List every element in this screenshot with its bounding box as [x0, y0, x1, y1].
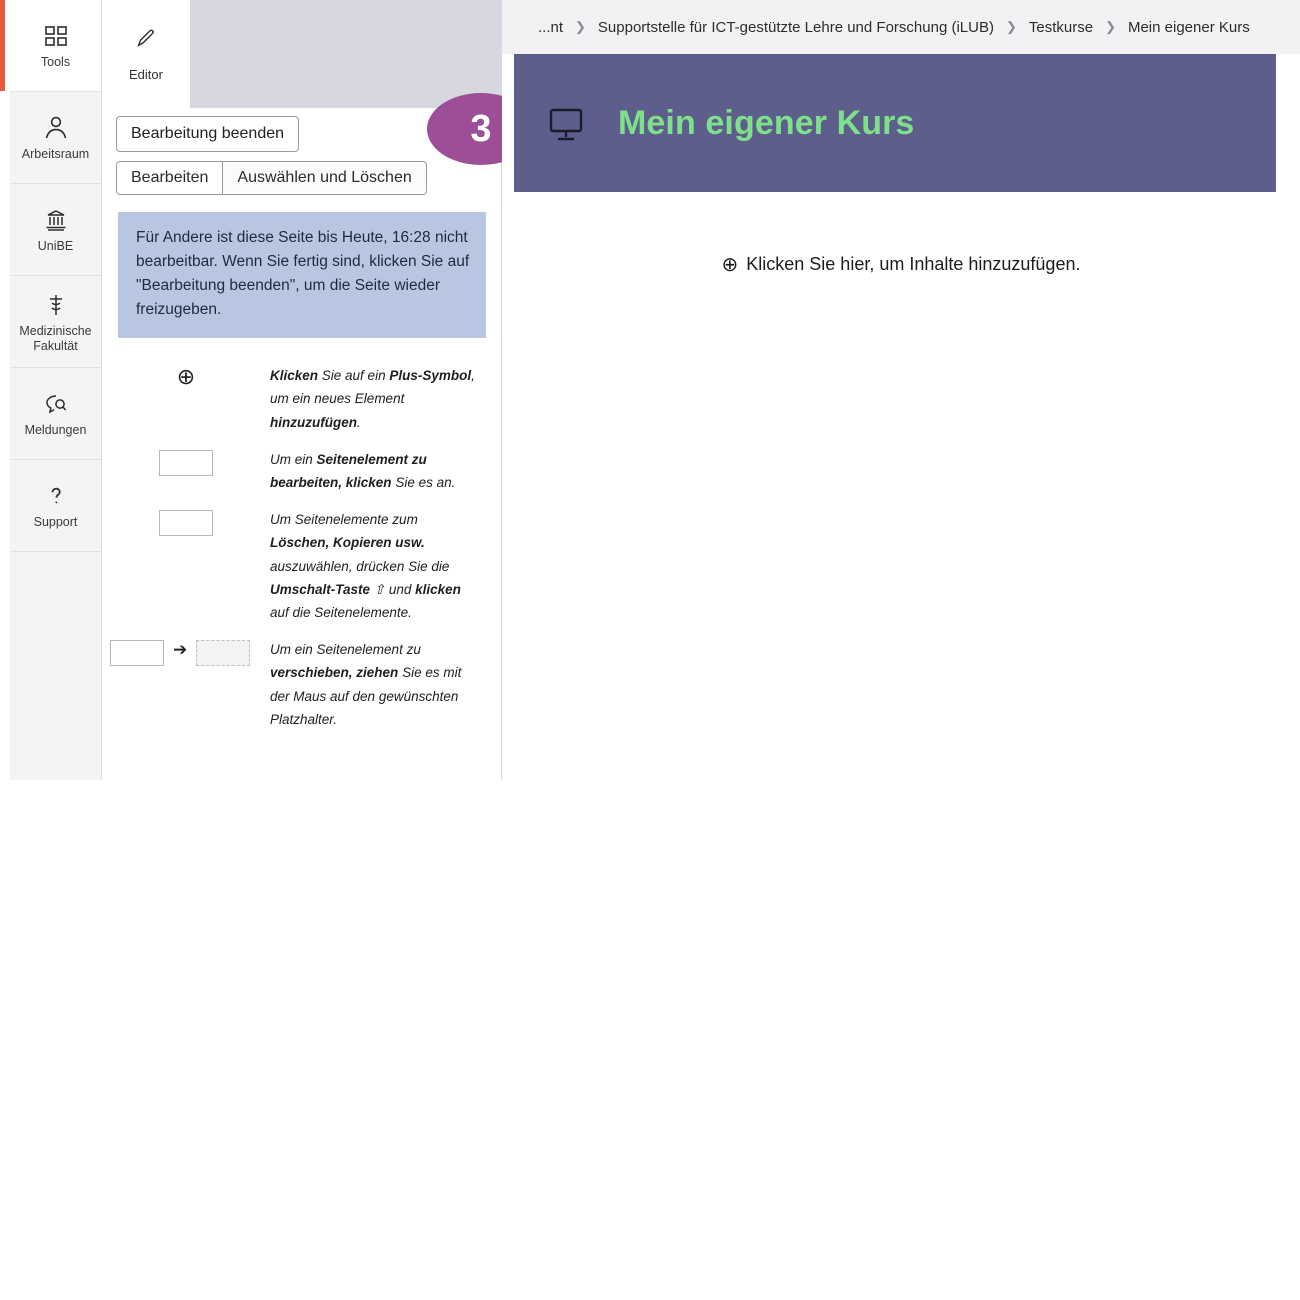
- editor-mode-segments: [102, 152, 502, 195]
- arrow-right-icon: ➔: [173, 640, 188, 660]
- page-title: Mein eigener Kurs: [618, 103, 915, 142]
- main-content: [502, 0, 1300, 780]
- chevron-right-icon: ❯: [1005, 19, 1017, 34]
- add-content-label: Klicken Sie hier, um Inhalte hinzuzufügen.: [746, 254, 1081, 274]
- help-graphic: [102, 364, 270, 388]
- editor-help-list: [102, 364, 502, 731]
- sidebar-item-label: Meldungen: [24, 423, 87, 438]
- caduceus-icon: [41, 290, 71, 320]
- sidebar-item-label: Medizinische Fakultät: [19, 324, 92, 353]
- left-icon-rail: [10, 0, 102, 780]
- chevron-right-icon: ❯: [1105, 19, 1116, 34]
- add-content-placeholder[interactable]: [502, 252, 1300, 277]
- sidebar-item-support[interactable]: [10, 460, 101, 552]
- breadcrumb-item-2[interactable]: Testkurse: [1028, 18, 1094, 36]
- breadcrumb-item-1[interactable]: Supportstelle für ICT-gestützte Lehre und Forschung (iLUB): [597, 18, 994, 36]
- editor-panel-body: [102, 108, 502, 745]
- tab-editor-label: Editor: [129, 67, 163, 82]
- step-badge-number: 3: [470, 107, 492, 150]
- help-graphic: [102, 638, 270, 666]
- editor-panel: [102, 0, 502, 780]
- end-editing-button[interactable]: Bearbeitung beenden: [116, 116, 299, 152]
- sidebar-item-meldungen[interactable]: [10, 368, 101, 460]
- sidebar-item-unibe[interactable]: [10, 184, 101, 276]
- list-item: [102, 638, 502, 731]
- breadcrumb: [502, 0, 1300, 54]
- placeholder-target-icon: [196, 640, 250, 666]
- tab-editor[interactable]: [102, 0, 190, 108]
- breadcrumb-item-0[interactable]: ...nt: [538, 18, 564, 36]
- list-item: [102, 364, 502, 434]
- sidebar-item-label: Support: [33, 515, 78, 530]
- segment-bearbeiten[interactable]: Bearbeiten: [116, 161, 223, 195]
- person-icon: [41, 113, 71, 143]
- list-item: [102, 508, 502, 624]
- sidebar-item-label: Tools: [40, 55, 71, 70]
- grid-icon: [41, 21, 71, 51]
- edit-lock-notice: Für Andere ist diese Seite bis Heute, 16:28 nicht bearbeitbar. Wenn Sie fertig sind, klicken Sie auf "Bearbeitung beenden", um die Seite wieder freizugeben.: [118, 212, 486, 338]
- sidebar-item-label: Arbeitsraum: [21, 147, 90, 162]
- pencil-icon: [134, 26, 158, 55]
- breadcrumb-item-3: Mein eigener Kurs: [1127, 18, 1250, 36]
- panel-tabstrip: [102, 0, 502, 108]
- help-text-add: Klicken Sie auf ein Plus-Symbol, um ein neues Element hinzuzufügen.: [270, 368, 475, 430]
- question-mark-icon: [41, 481, 71, 511]
- course-banner: [514, 54, 1276, 192]
- sidebar-item-medizinische-fakultaet[interactable]: [10, 276, 101, 368]
- help-text-edit: Um ein Seitenelement zu bearbeiten, klicken Sie es an.: [270, 451, 456, 490]
- segment-auswaehlen-loeschen[interactable]: Auswählen und Löschen: [223, 161, 426, 195]
- sidebar-item-label: UniBE: [37, 239, 74, 254]
- placeholder-box-icon: [159, 510, 213, 536]
- help-text-select: Um Seitenelemente zum Löschen, Kopieren usw. auszuwählen, drücken Sie die Umschalt-Taste ⇧ und klicken auf die Seitenelemente.: [270, 512, 461, 621]
- course-screen-icon: [540, 97, 592, 149]
- sidebar-item-arbeitsraum[interactable]: [10, 92, 101, 184]
- sidebar-item-tools[interactable]: [10, 0, 101, 92]
- plus-circle-icon: ⊕: [176, 364, 196, 390]
- placeholder-box-icon: [110, 640, 164, 666]
- placeholder-box-icon: [159, 450, 213, 476]
- help-graphic: [102, 448, 270, 476]
- plus-circle-icon: ⊕: [721, 254, 739, 276]
- help-graphic: [102, 508, 270, 536]
- speech-search-icon: [41, 389, 71, 419]
- chevron-right-icon: ❯: [575, 19, 586, 34]
- list-item: [102, 448, 502, 494]
- university-icon: [41, 205, 71, 235]
- help-text-move: Um ein Seitenelement zu verschieben, ziehen Sie es mit der Maus auf den gewünschten Platzhalter.: [270, 642, 462, 727]
